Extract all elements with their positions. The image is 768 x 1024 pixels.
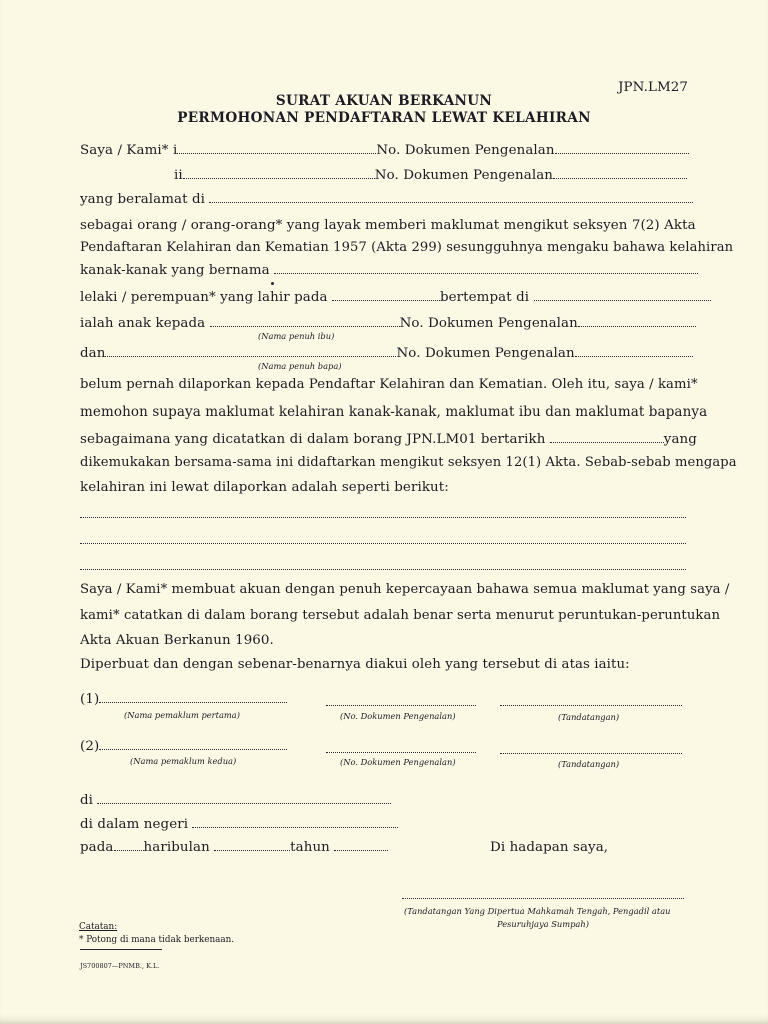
signatory-2-signature-field[interactable] <box>500 742 682 754</box>
father-row <box>80 345 693 361</box>
mother-row <box>80 315 696 331</box>
print-code: JS700807—PNMB., K.L. <box>80 962 160 970</box>
birthplace-label: bertempat di <box>439 290 530 305</box>
signatory-1-row <box>80 691 287 707</box>
year-field[interactable] <box>334 839 388 851</box>
signatory-2-signature-caption: (Tandatangan) <box>558 759 620 769</box>
signatory-2-id-field[interactable] <box>326 741 476 753</box>
address-field[interactable] <box>209 191 693 203</box>
signatory-2-number: (2) <box>80 739 100 754</box>
officer-signature-field[interactable] <box>402 887 684 899</box>
father-id-label: No. Dokumen Pengenalan <box>396 346 575 361</box>
applicant-i-name-field[interactable] <box>177 142 376 154</box>
applicant-i-row <box>80 142 689 158</box>
applicant-i-id-label: No. Dokumen Pengenalan <box>376 143 555 158</box>
child-name-field[interactable] <box>274 262 698 274</box>
day-field[interactable] <box>114 839 144 851</box>
father-id-field[interactable] <box>575 345 693 357</box>
date-haribulan-label: haribulan <box>143 840 210 855</box>
declaration-text-line: sebagai orang / orang-orang* yang layak memberi maklumat mengikut seksyen 7(2) Akta <box>80 218 696 233</box>
date-tahun-label: tahun <box>290 840 330 855</box>
signatory-1-name-caption: (Nama pemaklum pertama) <box>124 710 240 720</box>
applicant-ii-name-field[interactable] <box>183 167 375 179</box>
applicant-ii-id-label: No. Dokumen Pengenalan <box>374 168 554 183</box>
state-label: di dalam negeri <box>80 817 189 832</box>
ink-dot <box>271 282 274 285</box>
officer-signature-caption: (Tandatangan Yang Dipertua Mahkamah Tengah, Pengadil atau <box>404 906 671 916</box>
signatory-2-name-field[interactable] <box>99 738 287 750</box>
signatory-2-name-caption: (Nama pemaklum kedua) <box>130 756 237 766</box>
reason-line-3[interactable] <box>80 558 686 570</box>
birth-date-field[interactable] <box>332 289 440 301</box>
child-name-label: kanak-kanak yang bernama <box>80 263 270 278</box>
father-label: dan <box>80 346 106 361</box>
print-code-rule <box>80 949 162 950</box>
signatory-1-number: (1) <box>80 692 100 707</box>
signatory-1-signature-caption: (Tandatangan) <box>558 712 620 722</box>
form-subtitle: PERMOHONAN PENDAFTARAN LEWAT KELAHIRAN <box>177 110 591 126</box>
address-label: yang beralamat di <box>80 192 206 207</box>
birth-row <box>80 289 711 305</box>
gender-label: lelaki / perempuan* yang lahir pada <box>80 290 328 305</box>
declaration-text-line: kelahiran ini lewat dilaporkan adalah seperti berikut: <box>80 480 449 495</box>
form-date-field[interactable] <box>550 431 664 443</box>
state-field[interactable] <box>192 816 398 828</box>
mother-label: ialah anak kepada <box>80 316 206 331</box>
declaration-text-line: memohon supaya maklumat kelahiran kanak-kanak, maklumat ibu dan maklumat bapanya <box>80 404 708 420</box>
applicant-ii-row <box>174 167 687 183</box>
mother-id-label: No. Dokumen Pengenalan <box>399 316 578 331</box>
date-row <box>80 839 388 855</box>
place-field[interactable] <box>97 792 391 804</box>
declaration-text-line: belum pernah dilaporkan kepada Pendaftar Kelahiran dan Kematian. Oleh itu, saya / kami* <box>80 377 698 392</box>
applicant-label: Saya / Kami* i <box>80 143 178 158</box>
month-field[interactable] <box>214 839 290 851</box>
father-name-field[interactable] <box>105 345 396 357</box>
before-me-label: Di hadapan saya, <box>490 840 609 855</box>
declaration-text-line: Pendaftaran Kelahiran dan Kematian 1957 (Akta 299) sesungguhnya mengaku bahawa kelahiran <box>80 240 734 255</box>
mother-name-field[interactable] <box>210 315 400 327</box>
mother-name-caption: (Nama penuh ibu) <box>258 331 335 341</box>
declaration-text-line: Saya / Kami* membuat akuan dengan penuh kepercayaan bahawa semua maklumat yang saya / <box>80 582 730 597</box>
signatory-1-id-caption: (No. Dokumen Pengenalan) <box>340 711 456 721</box>
mother-id-field[interactable] <box>578 315 696 327</box>
state-row <box>80 816 398 832</box>
form-date-label: sebagaimana yang dicatatkan di dalam borang JPN.LM01 bertarikh <box>80 432 546 447</box>
applicant-ii-id-field[interactable] <box>553 167 687 179</box>
reason-line-1[interactable] <box>80 506 686 518</box>
form-date-row <box>80 431 697 447</box>
notes-text: * Potong di mana tidak berkenaan. <box>79 935 235 945</box>
declaration-text-line: dikemukakan bersama-sama ini didaftarkan mengikut seksyen 12(1) Akta. Sebab-sebab mengapa <box>80 455 737 470</box>
signatory-2-id-caption: (No. Dokumen Pengenalan) <box>340 757 456 767</box>
reason-line-2[interactable] <box>80 532 686 544</box>
signatory-1-signature-field[interactable] <box>500 694 682 706</box>
declaration-text-line: kami* catatkan di dalam borang tersebut adalah benar serta menurut peruntukan-peruntukan <box>80 608 721 623</box>
date-pada-label: pada <box>80 840 114 855</box>
form-title: SURAT AKUAN BERKANUN <box>275 93 493 109</box>
signatory-1-name-field[interactable] <box>99 691 287 703</box>
address-row <box>80 191 693 207</box>
declaration-text-line: Diperbuat dan dengan sebenar-benarnya diakui oleh yang tersebut di atas iaitu: <box>80 657 630 672</box>
place-label: di <box>80 793 94 808</box>
place-row <box>80 792 391 808</box>
form-code: JPN.LM27 <box>618 80 688 95</box>
applicant-ii-label: ii <box>174 168 183 183</box>
applicant-i-id-field[interactable] <box>555 142 689 154</box>
father-name-caption: (Nama penuh bapa) <box>258 361 342 371</box>
birthplace-field[interactable] <box>534 289 711 301</box>
form-date-yang: yang <box>663 432 697 447</box>
signatory-1-id-field[interactable] <box>326 694 476 706</box>
child-name-row <box>80 262 698 278</box>
officer-signature-caption-2: Pesuruhjaya Sumpah) <box>497 919 589 929</box>
declaration-text-line: Akta Akuan Berkanun 1960. <box>80 633 274 648</box>
notes-title: Catatan: <box>79 922 118 932</box>
signatory-2-row <box>80 738 287 754</box>
